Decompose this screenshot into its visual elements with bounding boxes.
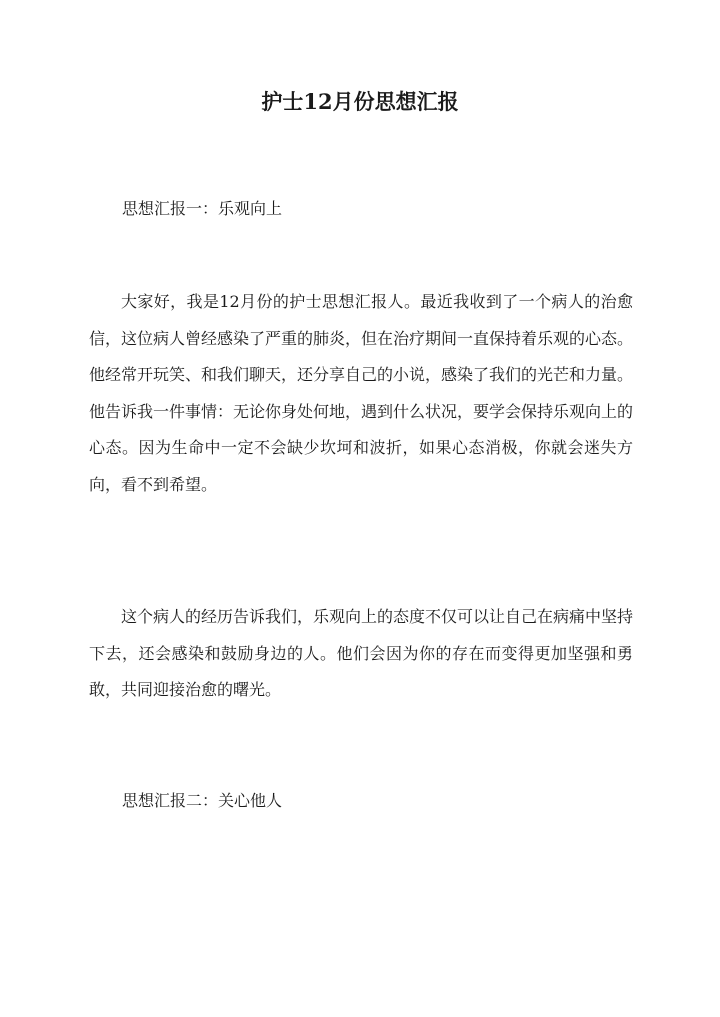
paragraph-2: 这个病人的经历告诉我们，乐观向上的态度不仅可以让自己在病痛中坚持下去，还会感染和鼓励身边的人。他们会因为你的存在而变得更加坚强和勇敢，共同迎接治愈的曙光。	[89, 607, 634, 699]
section-heading-1: 思想汇报一：乐观向上	[122, 199, 283, 218]
document-title: 护士12月份思想汇报	[261, 89, 459, 114]
section-heading-2: 思想汇报二：关心他人	[122, 791, 283, 810]
paragraph-1: 大家好，我是12月份的护士思想汇报人。最近我收到了一个病人的治愈信，这位病人曾经感染了严重的肺炎，但在治疗期间一直保持着乐观的心态。他经常开玩笑、和我们聊天，还分享自己的小说，感染了我们的光芒和力量。他告诉我一件事情：无论你身处何地，遇到什么状况，要学会保持乐观向上的心态。因为生命中一定不会缺少坎坷和波折，如果心态消极，你就会迷失方向，看不到希望。	[89, 292, 634, 494]
